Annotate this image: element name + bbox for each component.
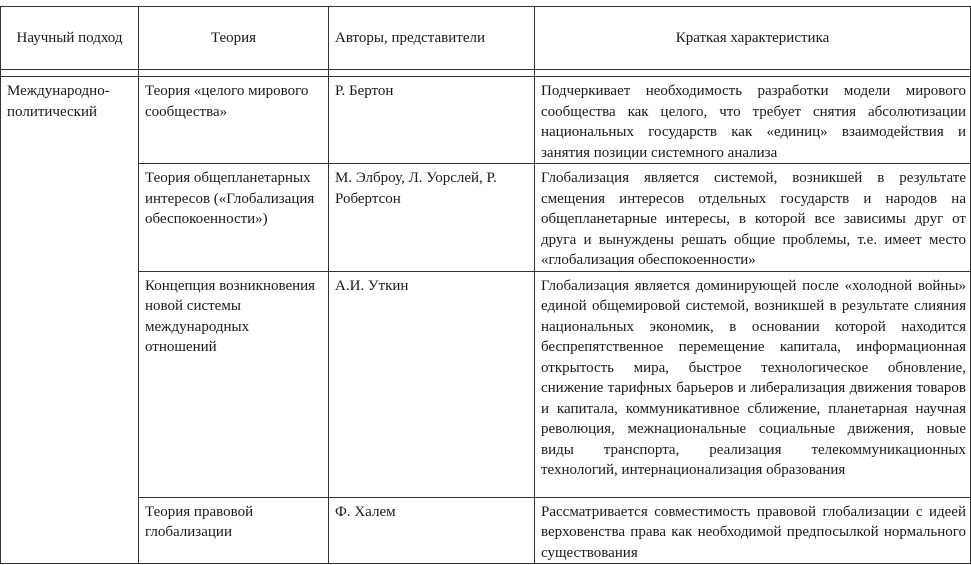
description-cell: Рассматривается совместимость правовой глобализации с идеей верховенства права как необходимой предпосылкой нормального существования	[535, 497, 971, 564]
authors-cell: Ф. Халем	[329, 497, 535, 564]
table-row	[1, 271, 971, 497]
theory-cell: Теория «целого мирового сообщества»	[139, 77, 329, 164]
table-row	[1, 77, 971, 164]
description-cell: Глобализация является системой, возникшей в результате смещения интересов отдельных государств и народов на общепланетарные интересы, в которой все зависимы друг от друга и вынуждены решать общие проблемы, т.е. имеет место «глобализация обеспокоенности»	[535, 164, 971, 272]
header-approach: Научный подход	[1, 7, 139, 70]
table-header-row	[1, 7, 971, 70]
theory-cell: Теория общепланетарных интересов («Глобализация обеспокоенности»)	[139, 164, 329, 272]
table-gap-row	[1, 70, 971, 77]
header-theory: Теория	[139, 7, 329, 70]
description-cell: Глобализация является доминирующей после «холодной войны» единой общемировой системой, возникшей в результате слияния национальных экономик, в основании которой находится беспрепятственное перемещение капитала, информационная открытость мира, быстрое технологическое обновление, снижение тарифных барьеров и либерализация движения товаров и капитала, коммуникативное сближение, планетарная научная революция, межнациональные социальные движения, новые виды транспорта, реализация телекоммуникационных технологий, интернационализация образования	[535, 271, 971, 497]
authors-cell: М. Элброу, Л. Уорслей, Р. Робертсон	[329, 164, 535, 272]
table-row	[1, 164, 971, 272]
theory-cell: Теория правовой глобализации	[139, 497, 329, 564]
authors-cell: А.И. Уткин	[329, 271, 535, 497]
globalization-theories-table	[0, 6, 971, 564]
theory-cell: Концепция возникновения новой системы международных отношений	[139, 271, 329, 497]
description-cell: Подчеркивает необходимость разработки модели мирового сообщества как целого, что требует снятия абсолютизации национальных государств как «единиц» взаимодействия и занятия позиции системного анализа	[535, 77, 971, 164]
authors-cell: Р. Бертон	[329, 77, 535, 164]
header-authors: Авторы, представители	[329, 7, 535, 70]
table-row	[1, 497, 971, 564]
header-description: Краткая характеристика	[535, 7, 971, 70]
approach-cell: Международно-политический	[1, 77, 139, 564]
